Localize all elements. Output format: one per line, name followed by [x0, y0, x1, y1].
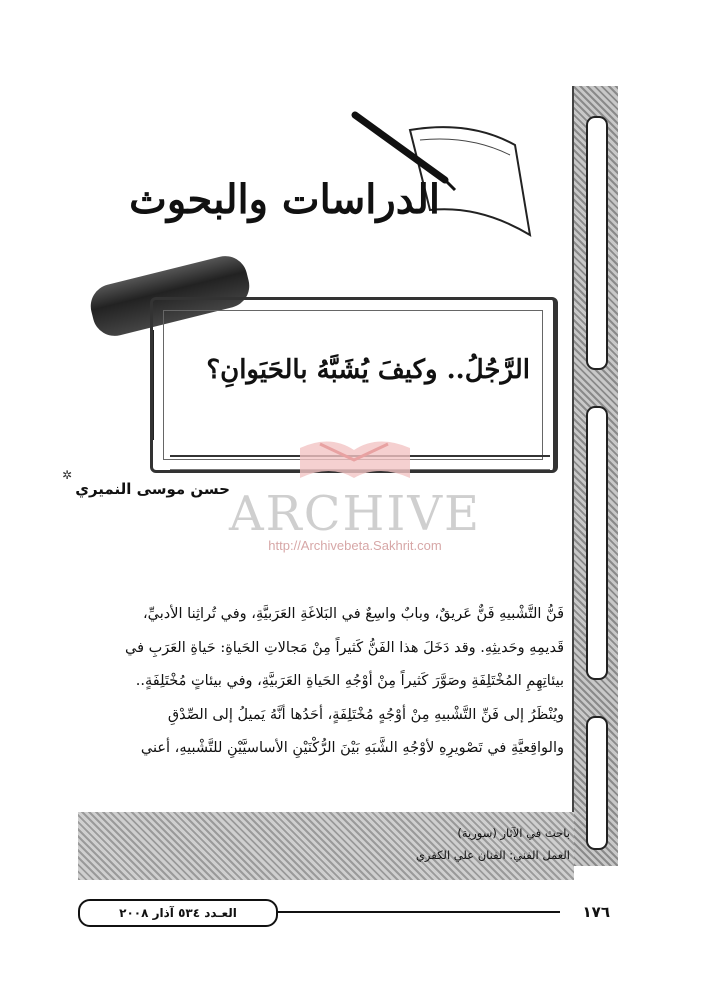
issue-label: العـدد ٥٣٤ آذار ٢٠٠٨ — [78, 899, 278, 927]
border-slot — [586, 716, 608, 850]
footer-rule — [275, 911, 560, 913]
page-number: ١٧٦ — [582, 903, 610, 921]
author-name: حسن موسى النميري — [75, 480, 230, 498]
footnote-captions — [300, 822, 570, 866]
border-slot — [586, 116, 608, 370]
asterisk-icon: ✲ — [62, 468, 73, 482]
archive-book-logo-icon — [290, 430, 420, 482]
watermark-url: http://Archivebeta.Sakhrit.com — [268, 538, 442, 553]
body-line: فَنُّ التَّشْبيهِ فَنٌّ عَريقٌ، وبابٌ واسِعٌ في البَلاغَةِ العَرَبيَّةِ، وفي تُراثِنا الأدبيِّ، — [142, 606, 564, 622]
article-title: الرَّجُلُ.. وكيفَ يُشَبَّهُ بالحَيَوانِ؟ — [206, 355, 530, 385]
author-affiliation: باحث في الآثار (سورية) — [457, 826, 570, 840]
body-line: ويُنْظَرُ إلى فَنِّ التَّشْبيهِ مِنْ أوْجُهٍ مُخْتَلِفَةٍ، أحَدُها أنَّهُ يَميلُ إلى الصِّدْقِ — [167, 706, 564, 723]
body-line: قَديمِهِ وحَديثِهِ. وقد دَخَلَ هذا الفَنُّ كَثيراً مِنْ مَجالاتِ الحَياةِ: حَياةِ العَرَبِ في — [125, 639, 564, 656]
body-line: والواقِعيَّةِ في تَصْويرِهِ لأوْجُهِ الشَّبَهِ بَيْنَ الرُّكْنَيْنِ الأساسيَّيْنِ للتَّشْبيهِ، أعني — [140, 740, 564, 756]
decorative-side-border — [572, 86, 618, 866]
section-title: الدراسات والبحوث — [129, 176, 440, 223]
watermark-name: ARCHIVE — [228, 486, 482, 542]
border-slot — [586, 406, 608, 680]
art-credit: العمل الفني: الفنان علي الكفري — [415, 848, 570, 862]
body-line: بيئاتِهِمِ المُخْتَلِفَةِ وصَوَّرَ كَثيراً مِنْ أوْجُهِ الحَياةِ العَرَبيَّةِ، وفي بيئاتٍ مُخْتَلِفَةٍ.. — [135, 673, 564, 689]
article-body — [82, 598, 564, 766]
